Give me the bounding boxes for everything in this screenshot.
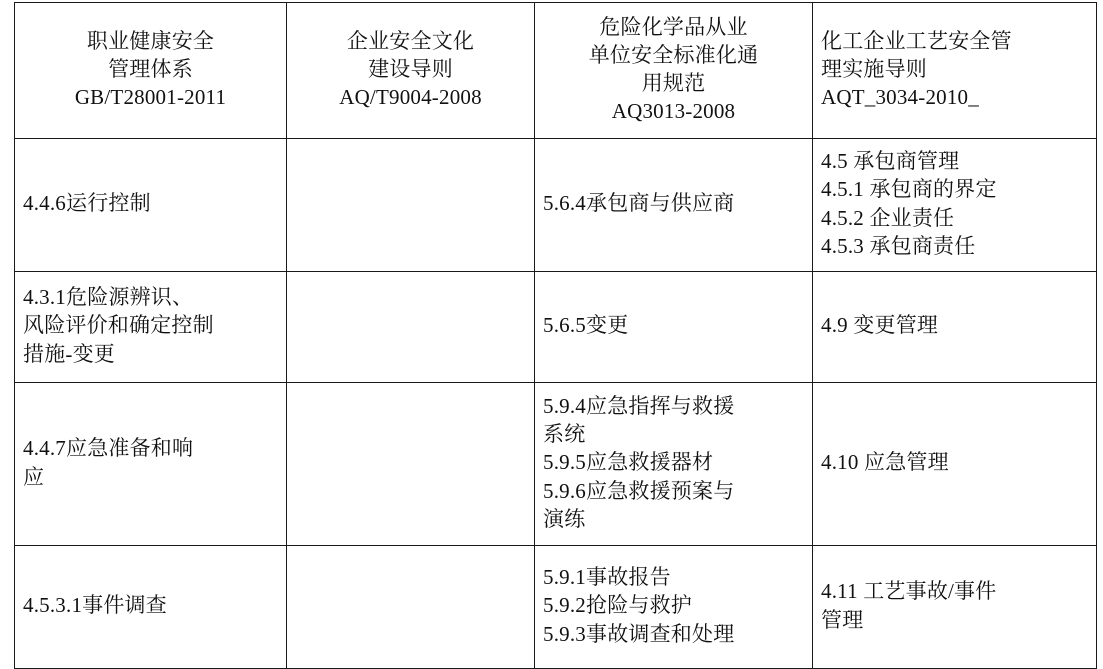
row2-col3 xyxy=(535,271,813,382)
cell-line: 5.9.5应急救援器材 xyxy=(543,450,714,475)
cell-line: 4.5.3 承包商责任 xyxy=(821,233,976,258)
column-header-3 xyxy=(535,3,813,139)
cell-line: 措施-变更 xyxy=(23,341,115,366)
standards-comparison-table xyxy=(14,2,1097,669)
cell-line: 演练 xyxy=(543,506,586,531)
header-line: 危险化学品从业 xyxy=(599,15,748,39)
table-row xyxy=(15,138,1097,271)
row2-col1 xyxy=(15,271,287,382)
comparison-table-wrapper xyxy=(14,2,1096,669)
cell-line: 5.6.4承包商与供应商 xyxy=(543,191,735,216)
cell-line: 4.5.3.1事件调查 xyxy=(23,593,167,618)
cell-line: 4.5.2 企业责任 xyxy=(821,205,955,230)
cell-line: 4.5.1 承包商的界定 xyxy=(821,177,997,202)
header-line: 理实施导则 xyxy=(821,57,927,82)
row4-col1 xyxy=(15,545,287,668)
row2-col4 xyxy=(813,271,1097,382)
table-row xyxy=(15,382,1097,545)
table-row xyxy=(15,271,1097,382)
table-row xyxy=(15,545,1097,668)
row1-col3 xyxy=(535,138,813,271)
row4-col2 xyxy=(287,545,535,668)
cell-line: 4.3.1危险源辨识、 xyxy=(23,285,194,310)
cell-line: 4.11 工艺事故/事件 xyxy=(821,579,997,604)
cell-line: 5.9.1事故报告 xyxy=(543,565,671,590)
cell-line: 应 xyxy=(23,464,45,489)
row4-col3 xyxy=(535,545,813,668)
row1-col2 xyxy=(287,138,535,271)
column-header-2 xyxy=(287,3,535,139)
cell-line: 5.9.4应急指挥与救援 xyxy=(543,394,735,419)
row1-col1 xyxy=(15,138,287,271)
header-line: 企业安全文化 xyxy=(346,29,475,54)
header-line: 职业健康安全 xyxy=(86,29,215,54)
header-line: 用规范 xyxy=(641,71,706,96)
cell-line: 4.10 应急管理 xyxy=(821,450,949,475)
cell-line: 5.9.6应急救援预案与 xyxy=(543,478,735,503)
header-line: 建设导则 xyxy=(368,57,453,82)
cell-line: 4.4.6运行控制 xyxy=(23,191,151,216)
header-line: 管理体系 xyxy=(108,57,193,82)
row3-col1 xyxy=(15,382,287,545)
cell-line: 5.9.3事故调查和处理 xyxy=(543,621,735,646)
cell-line: 4.4.7应急准备和响 xyxy=(23,436,194,461)
row3-col2 xyxy=(287,382,535,545)
column-header-4 xyxy=(813,3,1097,139)
header-line: 化工企业工艺安全管 xyxy=(821,29,1012,54)
cell-line: 4.9 变更管理 xyxy=(821,313,939,338)
cell-line: 5.9.2抢险与救护 xyxy=(543,593,692,618)
cell-line: 5.6.5变更 xyxy=(543,313,629,338)
header-line: AQ/T9004-2008 xyxy=(339,85,482,110)
header-line: AQT_3034-2010_ xyxy=(821,85,979,110)
row1-col4 xyxy=(813,138,1097,271)
header-line: 单位安全标准化通 xyxy=(588,43,759,68)
cell-line: 4.5 承包商管理 xyxy=(821,149,960,174)
cell-line: 风险评价和确定控制 xyxy=(23,313,214,338)
row3-col4 xyxy=(813,382,1097,545)
row3-col3 xyxy=(535,382,813,545)
header-line: GB/T28001-2011 xyxy=(74,85,227,110)
table-header-row xyxy=(15,3,1097,139)
row4-col4 xyxy=(813,545,1097,668)
header-line: AQ3013-2008 xyxy=(611,99,736,124)
column-header-1 xyxy=(15,3,287,139)
row2-col2 xyxy=(287,271,535,382)
cell-line: 系统 xyxy=(543,422,586,447)
cell-line: 管理 xyxy=(821,607,864,632)
